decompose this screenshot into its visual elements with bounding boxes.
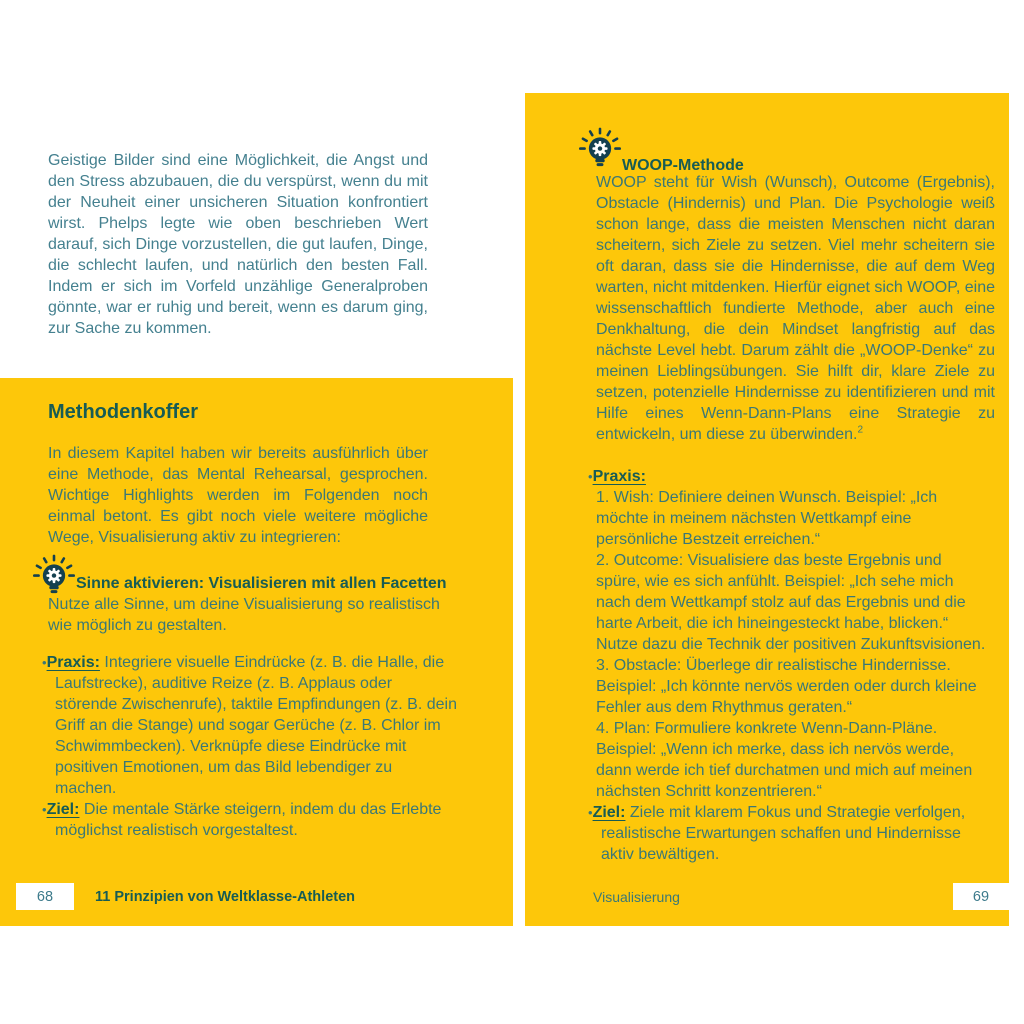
section-heading-methodenkoffer: Methodenkoffer [48, 401, 198, 423]
list-item-ziel [42, 799, 457, 841]
footer-section-title: Visualisierung [593, 889, 680, 905]
bullet-dot: • [588, 469, 593, 484]
praxis-text: Integriere visuelle Eindrücke (z. B. die Halle, die Laufstrecke), auditive Reize (z. B. Applaus oder störende Zwischenrufe), taktile Empfindungen (z. B. dein Griff an die Stange) und sogar Gerüche (z. B. Chlor im Schwimmbecken). Verknüpfe diese Eindrücke mit positiven Emotionen, um das Bild lebendiger zu machen. [55, 654, 457, 797]
tip-heading-woop-methode: WOOP-Methode [622, 157, 744, 174]
tip-heading-sinne-aktivieren: Sinne aktivieren: Visualisieren mit allen Facetten [76, 575, 447, 592]
footnote-marker: 2 [857, 424, 864, 436]
bullet-dot: • [588, 805, 593, 820]
intro-paragraph: Geistige Bilder sind eine Möglichkeit, die Angst und den Stress abzubauen, die du verspürst, wenn du mit der Neuheit einer unsicheren Situation konfrontiert wirst. Phelps legte wie oben beschrieben Wert darauf, sich Dinge vorzustellen, die gut laufen, Dinge, die schlecht laufen, und natürlich den besten Fall. Indem er sich im Vorfeld unzählige Generalproben gönnte, war er ruhig und bereit, wenn es darum ging, zur Sache zu kommen. [48, 152, 428, 337]
ziel-label: Ziel: [46, 801, 80, 818]
tip-body: Nutze alle Sinne, um deine Visualisierung so realistisch wie möglich zu gestalten. [48, 596, 440, 634]
woop-paragraph [596, 172, 995, 445]
ziel-label: Ziel: [592, 804, 626, 821]
praxis-step-obstacle: 3. Obstacle: Überlege dir realistische Hindernisse. Beispiel: „Ich könnte nervös werden oder durch kleine Fehler aus dem Rhythmus geraten.“ [596, 657, 977, 716]
praxis-step-outcome: 2. Outcome: Visualisiere das beste Ergebnis und spüre, wie es sich anfühlt. Beispiel: „Ich sehe mich nach dem Wettkampf stolz auf das Ergebnis und die harte Arbeit, die ich hineingesteckt habe, blicken.“ Nutze dazu die Technik der positiven Zukunftsvisionen. [596, 552, 986, 653]
page-number-left: 68 [36, 888, 54, 905]
page-number-box-right [953, 883, 1009, 910]
list-item-praxis [588, 466, 988, 487]
praxis-step-plan: 4. Plan: Formuliere konkrete Wenn-Dann-Pläne. Beispiel: „Wenn ich merke, dass ich nervös werde, dann werde ich tief durchatmen und mich auf meinen nächsten Schritt konzentrieren.“ [596, 720, 973, 800]
left-bullet-list [42, 652, 457, 841]
praxis-steps [588, 487, 988, 802]
ziel-text: Ziele mit klarem Fokus und Strategie verfolgen, realistische Erwartungen schaffen und Hindernisse aktiv bewältigen. [601, 804, 966, 863]
lightbulb-gear-icon [576, 126, 624, 178]
ziel-text: Die mentale Stärke steigern, indem du das Erlebte möglichst realistisch vorgestaltest. [55, 801, 442, 839]
woop-paragraph-text: WOOP steht für Wish (Wunsch), Outcome (Ergebnis), Obstacle (Hindernis) und Plan. Die Psychologie weiß schon lange, dass die meisten Menschen nicht daran scheitern, sich Ziele zu setzen. Viel mehr scheitern sie oft daran, dass sie die Hindernisse, die auf dem Weg warten, nicht mitdenken. Hierfür eignet sich WOOP, eine wissenschaftlich fundierte Methode, aber auch eine Denkhaltung, die dein Mindset langfristig auf das nächste Level hebt. Darum zählt die „WOOP-Denke“ zu meinen Lieblingsübungen. Sie hilft dir, klare Ziele zu setzen, potenzielle Hindernisse zu identifizieren und mit Hilfe eines Wenn-Dann-Plans eine Strategie zu entwickeln, um diese zu überwinden. [596, 174, 995, 443]
right-bullet-list [588, 466, 988, 865]
bullet-dot: • [42, 655, 47, 670]
page-number-box-left [16, 883, 74, 910]
footer-chapter-title: 11 Prinzipien von Weltklasse-Athleten [95, 889, 356, 905]
bullet-dot: • [42, 802, 47, 817]
praxis-step-wish: 1. Wish: Definiere deinen Wunsch. Beispiel: „Ich möchte in meinem nächsten Wettkampf eine persönliche Bestzeit erreichen.“ [596, 489, 938, 548]
page-number-right: 69 [972, 888, 990, 905]
section-paragraph: In diesem Kapitel haben wir bereits ausführlich über eine Methode, das Mental Rehearsal, gesprochen. Wichtige Highlights werden im Folgenden noch einmal betont. Es gibt noch viele weitere mögliche Wege, Visualisierung aktiv zu integrieren: [48, 445, 428, 546]
list-item-ziel [588, 802, 988, 865]
praxis-label: Praxis: [46, 654, 100, 671]
praxis-label: Praxis: [592, 468, 646, 485]
list-item-praxis [42, 652, 457, 799]
